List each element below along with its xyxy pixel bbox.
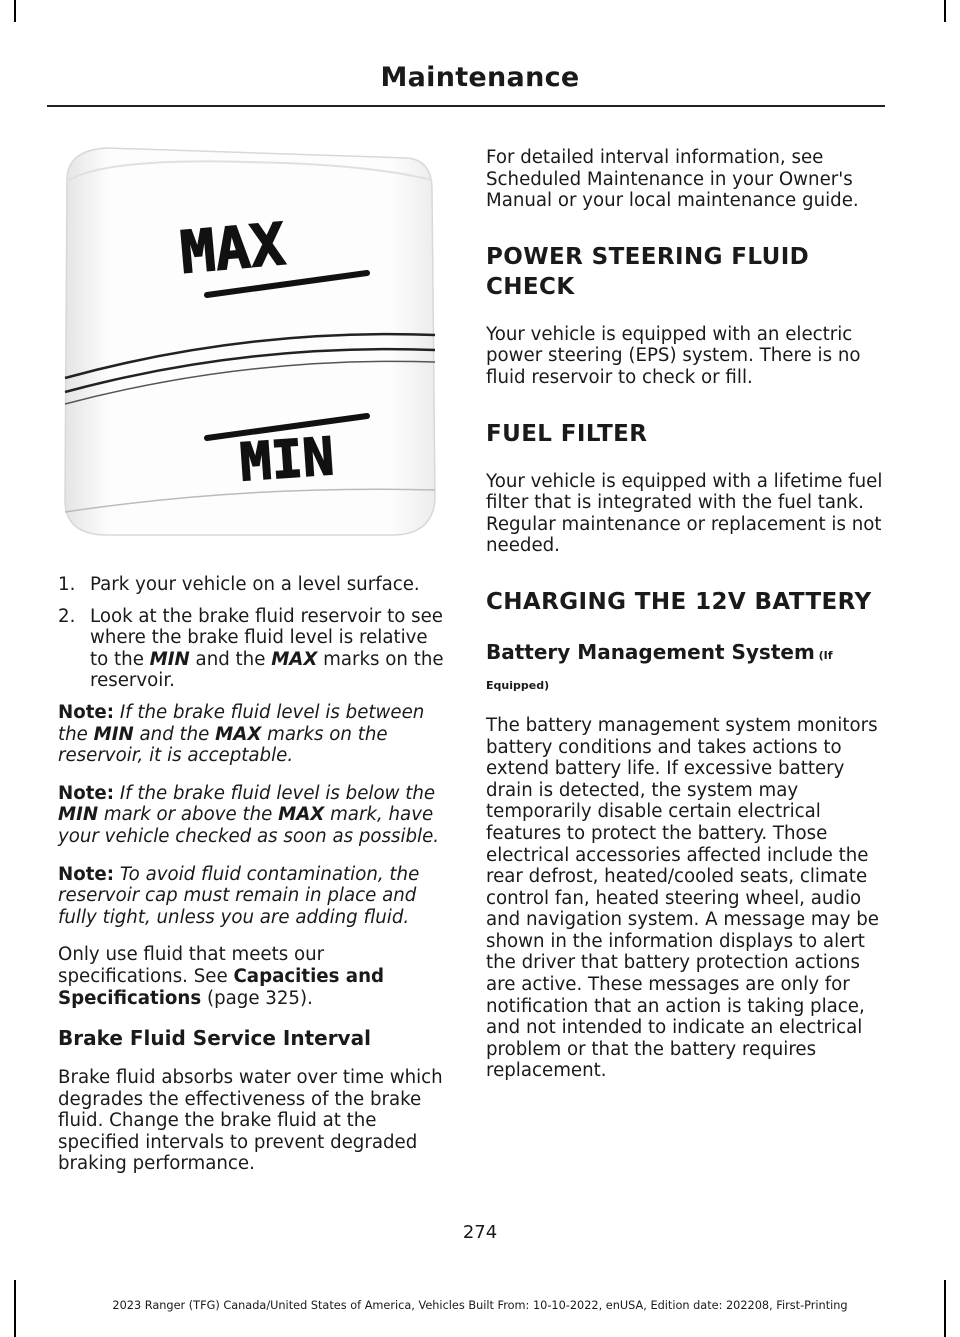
edition-info: 2023 Ranger (TFG) Canada/United States of America, Vehicles Built From: 10-10-2022, enUSA, Edition date: 202208, First-Printing: [112, 1299, 848, 1312]
page-number: 274: [462, 1222, 498, 1243]
list-item: [58, 606, 450, 692]
note-label: Note:: [58, 863, 115, 885]
right-column: [486, 147, 886, 1098]
interval-intro-text: For detailed interval information, see Scheduled Maintenance in your Owner's Manual or your local maintenance guide.: [486, 147, 859, 212]
service-interval-heading: Brake Fluid Service Interval: [58, 1026, 371, 1051]
note-text: If the brake fluid level is below the: [114, 782, 436, 804]
note-label: Note:: [58, 782, 115, 804]
step-text: and the: [189, 648, 272, 670]
min-term: MIN: [149, 648, 190, 670]
header-divider: [47, 105, 885, 107]
min-label: MIN: [238, 427, 336, 494]
step-text: Park your vehicle on a level surface.: [90, 574, 420, 595]
capacities-link[interactable]: Capacities and Specifications: [58, 965, 385, 1009]
note-text: and the: [133, 723, 216, 745]
charging-battery-heading: CHARGING THE 12V BATTERY: [486, 588, 872, 615]
crop-mark: [944, 0, 946, 22]
battery-management-heading: Battery Management System (If Equipped): [486, 639, 833, 692]
min-term: MIN: [93, 723, 134, 745]
list-item: [58, 574, 450, 596]
note: [58, 702, 450, 767]
left-column: [58, 574, 450, 1191]
spec-page-ref: (page 325).: [201, 987, 313, 1009]
note-text: marks on the reservoir, it is acceptable.: [58, 723, 388, 767]
note: [58, 783, 450, 848]
step-text: marks on the reservoir.: [90, 648, 444, 692]
service-interval-text: Brake fluid absorbs water over time which degrades the effectiveness of the brake fluid. Change the brake fluid at the specified intervals to prevent degraded braking performance.: [58, 1067, 443, 1175]
max-term: MAX: [215, 723, 262, 745]
max-term: MAX: [278, 804, 325, 826]
crop-mark: [14, 0, 16, 22]
min-term: MIN: [58, 804, 99, 826]
spec-text: Only use fluid that meets our specifications. See: [58, 944, 325, 987]
step-number: 1.: [58, 574, 76, 595]
note-text: mark or above the: [98, 804, 279, 826]
note-label: Note:: [58, 701, 115, 723]
note-text: To avoid fluid contamination, the reservoir cap must remain in place and fully tight, unless you are adding fluid.: [58, 863, 420, 928]
note: [58, 864, 450, 929]
page-title: Maintenance: [380, 62, 580, 93]
note-text: mark, have your vehicle checked as soon as possible.: [58, 804, 440, 847]
step-text: Look at the brake fluid reservoir to see where the brake fluid level is relative to the: [90, 605, 443, 670]
spec-paragraph: [58, 944, 450, 1009]
note-text: If the brake fluid level is between the: [58, 701, 425, 745]
max-label: MAX: [177, 209, 288, 287]
fuel-filter-text: Your vehicle is equipped with a lifetime fuel filter that is integrated with the fuel tank. Regular maintenance or replacement is not needed.: [486, 470, 883, 557]
procedure-steps: [58, 574, 450, 692]
battery-management-text: The battery management system monitors battery conditions and takes actions to extend battery life. If excessive battery drain is detected, the system may temporarily disable certain electrical features to protect the battery. Those electrical accessories affected include the rear defrost, heated/cooled seats, climate control fan, heated steering wheel, audio and navigation system. A message may be shown in the information displays to alert the driver that battery protection actions are active. These messages are only for notification that an action is taking place, and not intended to indicate an electrical problem or that the battery requires replacement.: [486, 714, 879, 1082]
power-steering-text: Your vehicle is equipped with an electric power steering (EPS) system. There is no fluid reservoir to check or fill.: [486, 323, 861, 388]
fuel-filter-heading: FUEL FILTER: [486, 420, 648, 447]
brake-fluid-reservoir-illustration: [47, 140, 447, 550]
max-term: MAX: [271, 648, 318, 670]
if-equipped-label: (If Equipped): [486, 648, 833, 692]
power-steering-heading: POWER STEERING FLUID CHECK: [486, 243, 810, 300]
step-number: 2.: [58, 605, 76, 627]
